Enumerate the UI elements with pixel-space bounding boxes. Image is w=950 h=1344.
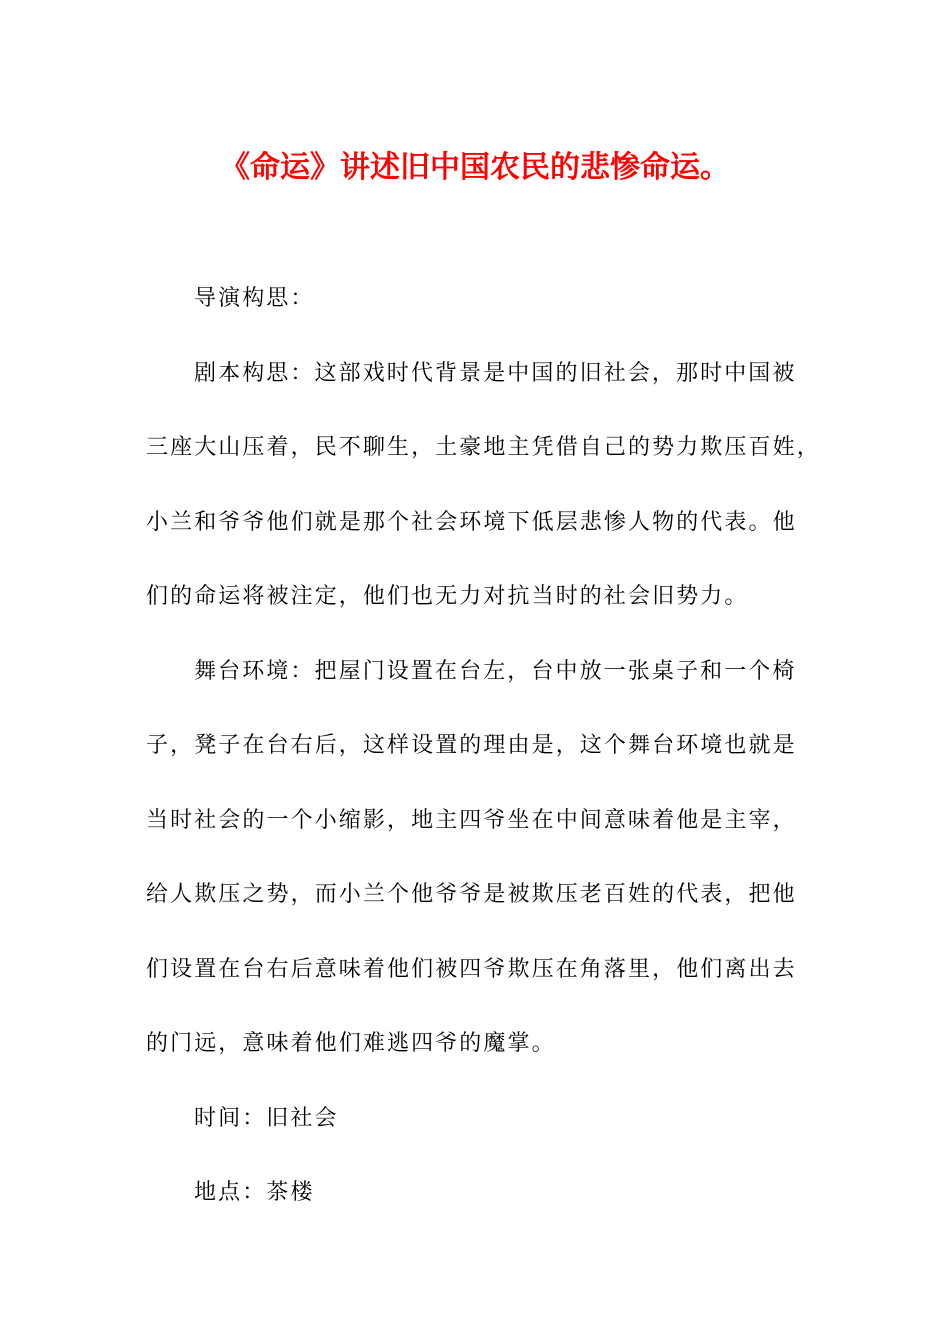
paragraph-line: 剧本构思：这部戏时代背景是中国的旧社会，那时中国被 [194, 360, 797, 386]
paragraph-line: 给人欺压之势，而小兰个他爷爷是被欺压老百姓的代表，把他 [146, 882, 797, 907]
location-line: 地点：茶楼 [194, 1180, 315, 1205]
paragraph-line: 的门远，意味着他们难逃四爷的魔掌。 [146, 1031, 556, 1056]
paragraph-line: 们的命运将被注定，他们也无力对抗当时的社会旧势力。 [146, 584, 749, 609]
paragraph-line: 当时社会的一个小缩影，地主四爷坐在中间意味着他是主宰， [146, 807, 797, 833]
paragraph-line: 子，凳子在台右后，这样设置的理由是，这个舞台环境也就是 [146, 733, 797, 758]
document-title: 《命运》讲述旧中国农民的悲惨命运。 [220, 150, 730, 185]
director-concept-heading: 导演构思： [194, 286, 315, 311]
paragraph-line: 三座大山压着，民不聊生，土豪地主凭借自己的势力欺压百姓， [146, 435, 821, 460]
paragraph-line: 们设置在台右后意味着他们被四爷欺压在角落里，他们离出去 [146, 956, 797, 982]
document-body [146, 262, 821, 1231]
paragraph-line: 舞台环境：把屋门设置在台左，台中放一张桌子和一个椅 [194, 658, 797, 684]
paragraph-line: 小兰和爷爷他们就是那个社会环境下低层悲惨人物的代表。他 [146, 509, 797, 535]
time-line: 时间：旧社会 [194, 1105, 339, 1131]
